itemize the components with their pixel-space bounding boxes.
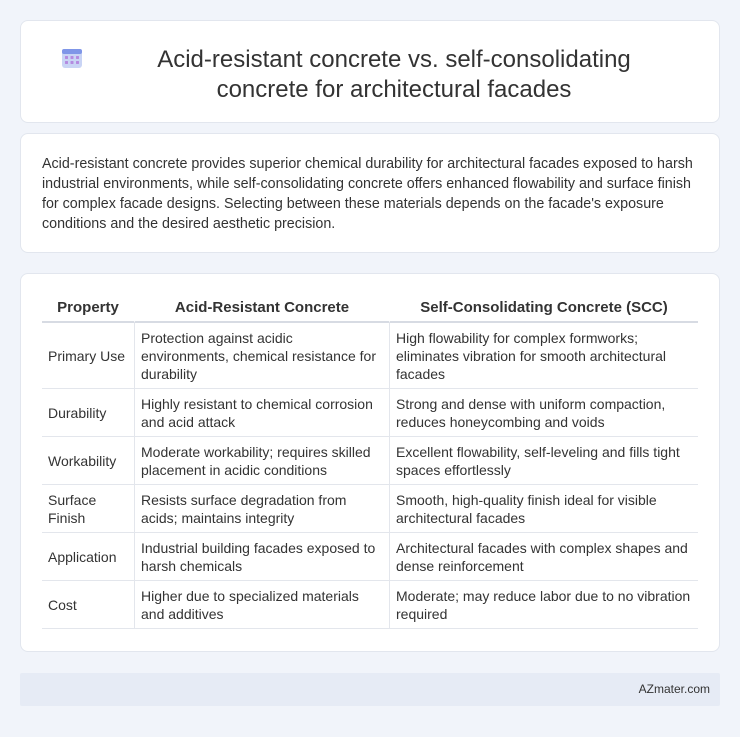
row-acid-value: Industrial building facades exposed to harsh chemicals bbox=[134, 533, 389, 581]
comparison-card bbox=[20, 273, 720, 652]
intro-paragraph: Acid-resistant concrete provides superior chemical durability for architectural facades exposed to harsh industrial environments, while self-consolidating concrete offers enhanced flowability and surface finish for complex facade designs. Selecting between these materials depends on the facade's exposure conditions and the desired aesthetic precision. bbox=[42, 156, 693, 232]
table-row bbox=[42, 485, 698, 533]
row-property: Primary Use bbox=[42, 323, 134, 389]
row-acid-value: Moderate workability; requires skilled placement in acidic conditions bbox=[134, 437, 389, 485]
table-row bbox=[42, 533, 698, 581]
title-card bbox=[20, 20, 720, 123]
row-property: Application bbox=[42, 533, 134, 581]
table-header-row bbox=[42, 291, 698, 323]
comparison-table bbox=[42, 291, 698, 629]
page-title: Acid-resistant concrete vs. self-consolidating concrete for architectural facades bbox=[157, 46, 631, 103]
row-acid-value: Protection against acidic environments, chemical resistance for durability bbox=[134, 323, 389, 389]
row-scc-value: Smooth, high-quality finish ideal for visible architectural facades bbox=[389, 485, 698, 533]
row-scc-value: Architectural facades with complex shapes and dense reinforcement bbox=[389, 533, 698, 581]
table-row bbox=[42, 323, 698, 389]
table-row bbox=[42, 581, 698, 629]
column-header-property: Property bbox=[42, 291, 134, 323]
row-scc-value: Strong and dense with uniform compaction, reduces honeycombing and voids bbox=[389, 389, 698, 437]
row-scc-value: High flowability for complex formworks; eliminates vibration for smooth architectural facades bbox=[389, 323, 698, 389]
row-property: Cost bbox=[42, 581, 134, 629]
row-acid-value: Highly resistant to chemical corrosion and acid attack bbox=[134, 389, 389, 437]
row-acid-value: Higher due to specialized materials and additives bbox=[134, 581, 389, 629]
row-property: Surface Finish bbox=[42, 485, 134, 533]
column-header-acid-resistant: Acid-Resistant Concrete bbox=[134, 291, 389, 323]
row-scc-value: Excellent flowability, self-leveling and fills tight spaces effortlessly bbox=[389, 437, 698, 485]
row-acid-value: Resists surface degradation from acids; maintains integrity bbox=[134, 485, 389, 533]
row-property: Workability bbox=[42, 437, 134, 485]
table-row bbox=[42, 437, 698, 485]
row-property: Durability bbox=[42, 389, 134, 437]
footer-bar bbox=[20, 673, 720, 706]
table-row bbox=[42, 389, 698, 437]
column-header-scc: Self-Consolidating Concrete (SCC) bbox=[389, 291, 698, 323]
intro-card bbox=[20, 133, 720, 253]
row-scc-value: Moderate; may reduce labor due to no vibration required bbox=[389, 581, 698, 629]
footer-brand[interactable]: AZmater.com bbox=[638, 682, 710, 696]
